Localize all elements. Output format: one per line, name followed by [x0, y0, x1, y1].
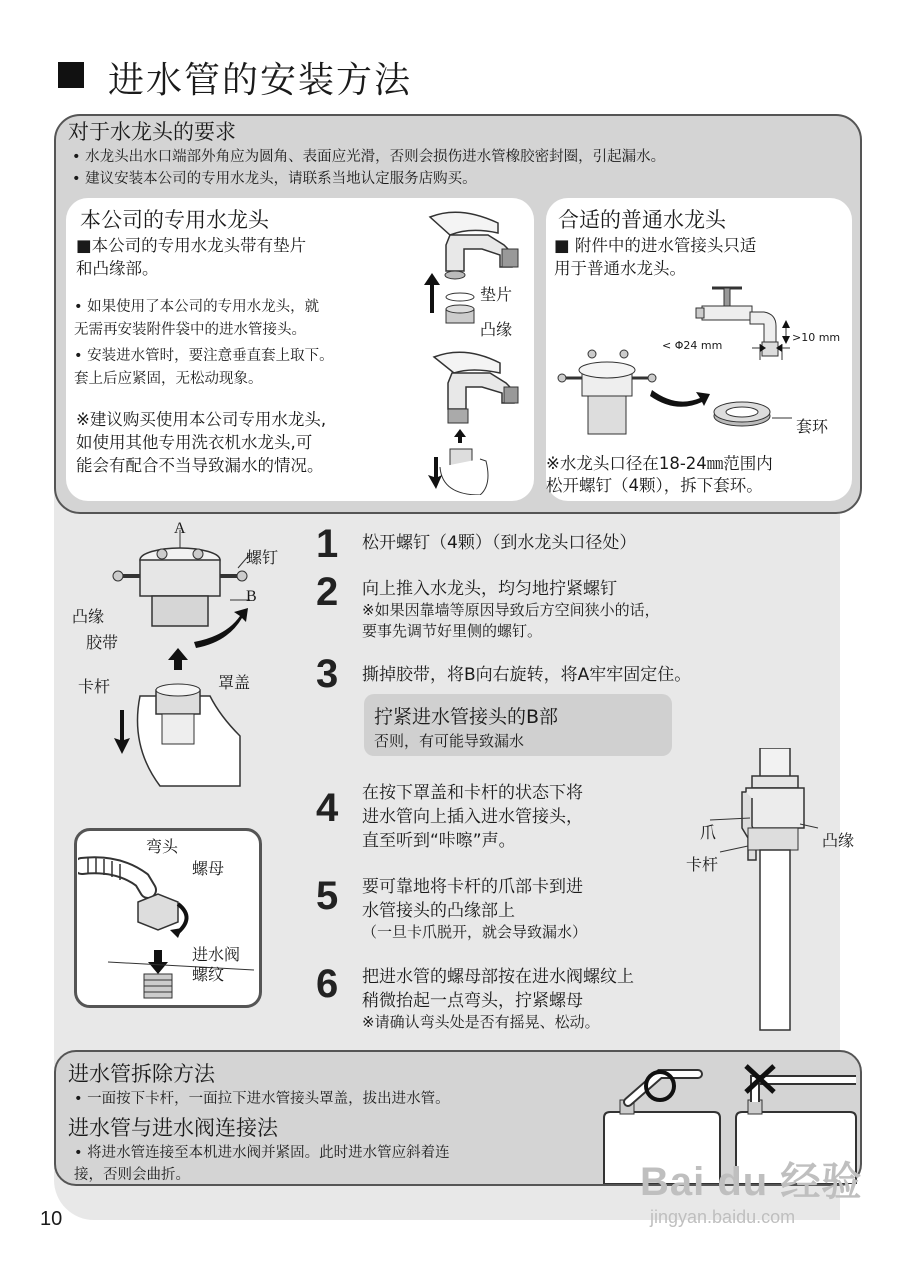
page-number: 10	[40, 1208, 63, 1230]
connector-assembly-icon	[113, 548, 247, 626]
special-faucet-bullet-1: • 如果使用了本公司的专用水龙头，就	[74, 299, 320, 315]
label-claw: 爪	[700, 823, 717, 842]
requirements-bullet-2: • 建议安装本公司的专用水龙头，请联系当地认定服务店购买。	[72, 171, 477, 187]
connection-heading: 进水管与进水阀连接法	[68, 1116, 278, 1140]
label-cover: 罩盖	[218, 673, 251, 692]
connection-line-2: 接，否则会曲折。	[74, 1167, 190, 1183]
label-valve-thread-2: 螺纹	[192, 965, 225, 984]
label-ring: 套环	[796, 417, 829, 436]
special-faucet-note-2: 如使用其他专用洗衣机水龙头,可	[76, 433, 313, 452]
step-3-number: 3	[316, 652, 339, 696]
baidu-watermark	[640, 1150, 862, 1228]
label-a: A	[174, 520, 186, 537]
connection-line-1: • 将进水管连接至本机进水阀并紧固。此时进水管应斜着连	[74, 1145, 450, 1161]
label-screw: 螺钉	[246, 548, 279, 567]
step-6-line-2: 稍微抬起一点弯头，拧紧螺母	[362, 991, 583, 1011]
normal-faucet-heading: 合适的普通水龙头	[558, 208, 726, 232]
warning-title: 拧紧进水管接头的B部	[374, 706, 559, 728]
special-faucet-note-1: ※建议购买使用本公司专用水龙头,	[76, 410, 327, 429]
special-faucet-heading: 本公司的专用水龙头	[80, 208, 269, 232]
step-4-number: 4	[316, 786, 339, 830]
removal-heading: 进水管拆除方法	[68, 1062, 215, 1086]
watermark-url: jingyan.baidu.com	[650, 1207, 796, 1227]
lever-down-arrow-icon	[114, 710, 130, 754]
requirements-bullet-1: • 水龙头出水口端部外角应为圆角、表面应光滑，否则会损伤进水管橡胶密封圈，引起漏水。	[72, 149, 666, 165]
pipe-icon	[760, 748, 790, 778]
dim-length: >10 mm	[792, 331, 841, 344]
connector-icon	[558, 350, 656, 434]
step-6-number: 6	[316, 962, 339, 1006]
removal-text: • 一面按下卡杆，一面拉下进水管接头罩盖，拔出进水管。	[74, 1091, 450, 1107]
step-2-number: 2	[316, 570, 339, 614]
step-6-line-1: 把进水管的螺母部按在进水阀螺纹上	[362, 967, 634, 987]
label-valve-thread-1: 进水阀	[192, 945, 241, 964]
special-faucet-bullet-2: 无需再安装附件袋中的进水管接头。	[74, 322, 306, 338]
label-lever: 卡杆	[78, 677, 111, 696]
watermark-brand: Bai du 经验	[640, 1160, 863, 1204]
flange-icon	[446, 305, 474, 323]
down-insert-arrow-icon	[148, 950, 168, 974]
special-faucet-bullet-4: 套上后应紧固，无松动现象。	[74, 371, 263, 387]
special-faucet-bullet-3: • 安装进水管时，要注意垂直套上取下。	[74, 348, 334, 364]
up-arrow-icon	[424, 273, 440, 313]
normal-faucet-note-1: ※水龙头口径在18-24㎜范围内	[546, 454, 773, 473]
normal-faucet-intro-1: ■ 附件中的进水管接头只适	[554, 236, 757, 255]
step-6-note: ※请确认弯头处是否有摇晃、松动。	[362, 1013, 600, 1031]
special-faucet-illustration	[420, 205, 530, 495]
hose-pipe-icon	[760, 850, 790, 1030]
nut-connection-illustration	[78, 832, 260, 1004]
ring-icon	[714, 402, 770, 426]
step-4-line-2: 进水管向上插入进水管接头，	[362, 807, 583, 827]
up-push-arrow-icon	[168, 648, 188, 670]
step-4-line-3: 直至听到“咔嚓”声。	[362, 831, 516, 851]
step-5-number: 5	[316, 874, 339, 918]
special-faucet-note-3: 能会有配合不当导致漏水的情况。	[76, 456, 324, 475]
step-2-note-1: ※如果因靠墙等原因导致后方空间狭小的话，	[362, 601, 660, 619]
normal-faucet-intro-2: 用于普通水龙头。	[554, 259, 686, 278]
warning-subtitle: 否则，有可能导致漏水	[374, 732, 525, 750]
page-title: 进水管的安装方法	[108, 60, 413, 101]
step-1-text: 松开螺钉（4颗）（到水龙头口径处）	[362, 533, 637, 553]
special-faucet-intro-2: 和凸缘部。	[76, 259, 159, 278]
hand-press-cover-illustration	[100, 676, 250, 796]
label-gasket: 垫片	[480, 285, 513, 304]
label-elbow: 弯头	[146, 837, 179, 856]
step-5-note: （一旦卡爪脱开，就会导致漏水）	[362, 923, 588, 941]
normal-faucet-note-2: 松开螺钉（4颗），拆下套环。	[546, 476, 763, 495]
step-2-text: 向上推入水龙头，均匀地拧紧螺钉	[362, 579, 617, 599]
step-1-number: 1	[316, 522, 339, 566]
requirements-heading: 对于水龙头的要求	[68, 120, 236, 144]
label-flange: 凸缘	[480, 320, 513, 339]
dim-diameter: < Φ24 mm	[662, 339, 723, 352]
nut-icon	[138, 894, 178, 930]
label-b: B	[246, 588, 257, 605]
label-nut: 螺母	[192, 859, 225, 878]
hand-holding-connector-icon	[440, 449, 488, 495]
faucet-top-icon	[430, 212, 518, 279]
step-5-line-2: 水管接头的凸缘部上	[362, 901, 515, 921]
small-up-arrow-icon	[454, 429, 466, 443]
connector-tightening-illustration	[90, 520, 290, 670]
step-2-note-2: 要事先调节好里侧的螺钉。	[362, 622, 543, 640]
step-3-text: 撕掉胶带，将B向右旋转，将A牢牢固定住。	[362, 665, 692, 685]
down-arrow-icon	[428, 457, 442, 489]
faucet-bottom-icon	[434, 352, 518, 423]
label-lever-right: 卡杆	[686, 855, 719, 874]
special-faucet-intro-1: ■本公司的专用水龙头带有垫片	[76, 236, 307, 255]
step-4-line-1: 在按下罩盖和卡杆的状态下将	[362, 783, 583, 803]
curved-arrow-icon	[650, 390, 710, 407]
step-5-line-1: 要可靠地将卡杆的爪部卡到进	[362, 877, 583, 897]
gasket-icon	[446, 293, 474, 301]
title-bullet-square	[58, 62, 84, 88]
claw-flange-illustration	[690, 748, 830, 1038]
label-flange-right: 凸缘	[822, 831, 855, 850]
label-flange-step: 凸缘	[72, 607, 105, 626]
label-tape: 胶带	[86, 633, 119, 652]
